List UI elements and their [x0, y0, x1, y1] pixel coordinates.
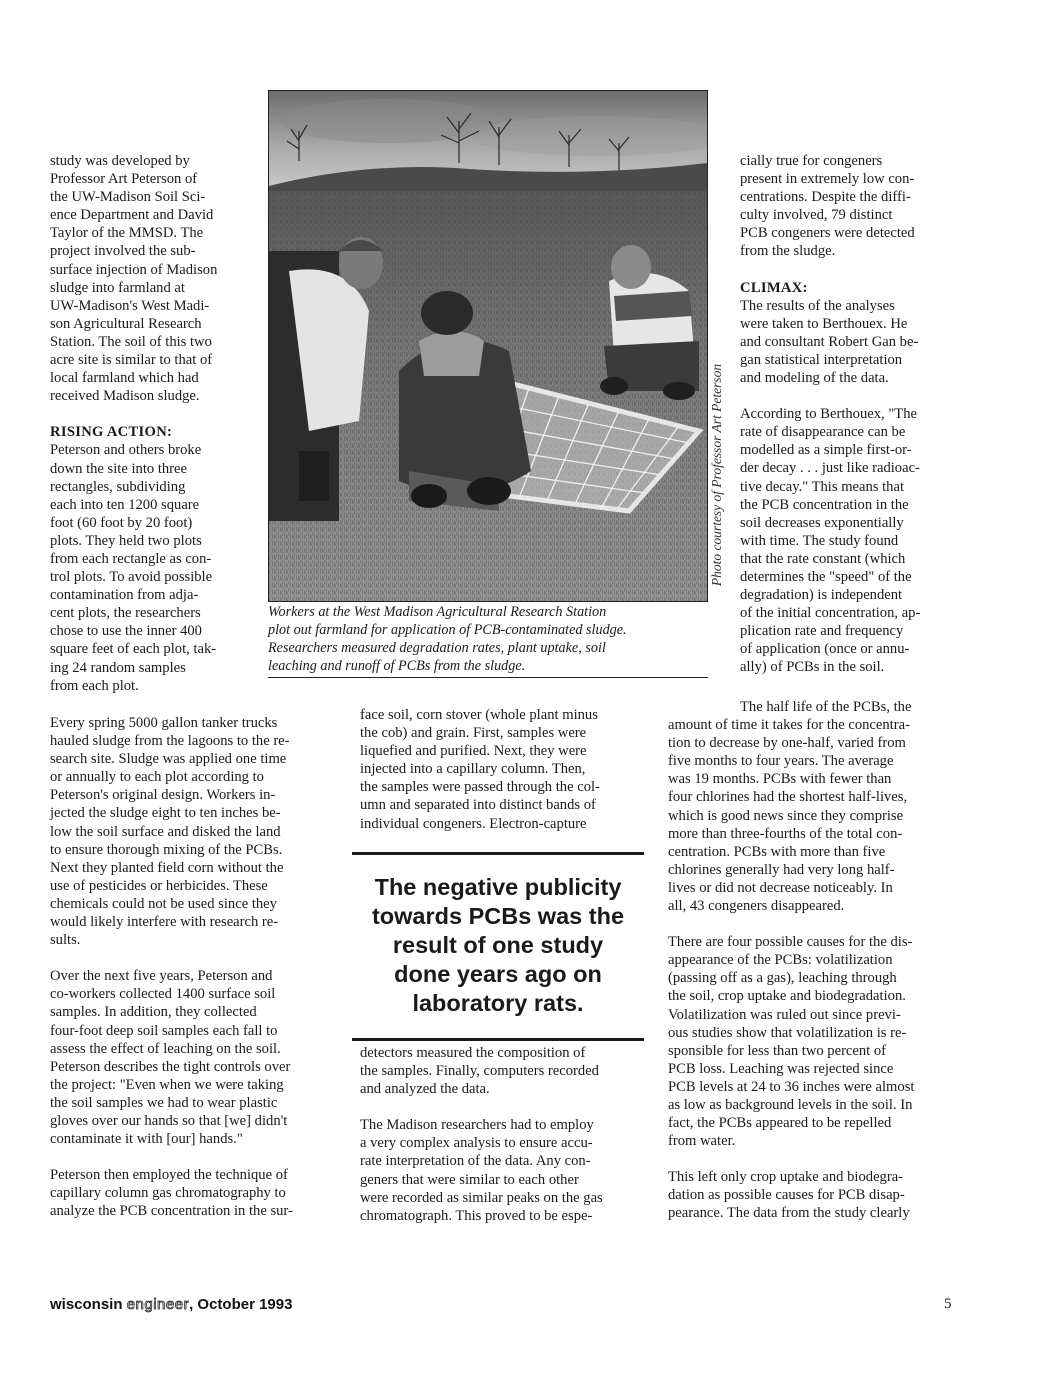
text-line: rectangles, subdividing — [50, 478, 186, 495]
text-line: the UW-Madison Soil Sci- — [50, 189, 206, 206]
complex-analysis-paragraph — [360, 1116, 650, 1225]
text-line: gloves over our hands so that [we] didn't — [50, 1112, 288, 1129]
column-3-lower — [668, 698, 968, 1223]
text-line: tive decay." This means that — [740, 478, 905, 495]
text-line: sults. — [50, 932, 81, 949]
field-workers-image — [269, 91, 707, 601]
text-line: gan statistical interpretation — [740, 351, 903, 368]
text-line: Peterson and others broke — [50, 442, 202, 459]
text-line: The Madison researchers had to employ — [360, 1117, 594, 1134]
text-line: individual congeners. Electron-capture — [360, 815, 587, 832]
text-line: study was developed by — [50, 153, 190, 169]
text-line: rate of disappearance can be — [740, 424, 906, 441]
column-3-upper — [740, 152, 965, 677]
intro-paragraph — [50, 152, 260, 405]
text-line: chromatograph. This proved to be espe- — [360, 1207, 593, 1224]
congeners-paragraph — [740, 152, 965, 261]
sample-processing-paragraph — [360, 706, 650, 833]
text-line: project involved the sub- — [50, 243, 196, 260]
text-line: Professor Art Peterson of — [50, 171, 198, 188]
text-line: with time. The study found — [740, 532, 899, 549]
text-line: Every spring 5000 gallon tanker trucks — [50, 715, 278, 731]
text-line: trol plots. To avoid possible — [50, 569, 213, 586]
text-line: chose to use the inner 400 — [50, 623, 202, 640]
text-line: more than three-fourths of the total con- — [668, 825, 903, 842]
text-line: contaminate it with [our] hands." — [50, 1131, 243, 1148]
text-line: five months to four years. The average — [668, 753, 894, 770]
text-line: search site. Sludge was applied one time — [50, 751, 287, 768]
text-line: rate interpretation of the data. Any con- — [360, 1153, 591, 1170]
photo-caption — [268, 603, 708, 678]
text-line: four chlorines had the shortest half-lives, — [668, 789, 908, 806]
text-line: The negative publicity — [374, 874, 622, 900]
text-line: ally) of PCBs in the soil. — [740, 659, 885, 676]
text-line: of application (once or annu- — [740, 641, 910, 658]
text-line: leaching and runoff of PCBs from the sludge. — [268, 658, 526, 674]
text-line: foot (60 foot by 20 foot) — [50, 514, 193, 531]
rising-action-paragraph — [50, 441, 260, 694]
text-line: was 19 months. PCBs with fewer than — [668, 771, 892, 788]
footer-issue-date: , October 1993 — [189, 1296, 293, 1313]
text-line: liquefied and purified. Next, they were — [360, 743, 587, 760]
text-line: Workers at the West Madison Agricultural Research Station — [268, 604, 607, 620]
text-line: received Madison sludge. — [50, 388, 200, 405]
text-line: plication rate and frequency — [740, 623, 904, 640]
text-line: surface injection of Madison — [50, 261, 218, 278]
text-line: This left only crop uptake and biodegra- — [668, 1169, 904, 1186]
soil-samples-paragraph — [50, 967, 340, 1148]
tanker-trucks-paragraph — [50, 714, 340, 949]
text-line: the cob) and grain. First, samples were — [360, 725, 587, 742]
text-line: PCB congeners were detected — [740, 225, 915, 242]
column-2-bottom — [360, 1044, 650, 1225]
text-line: centrations. Despite the diffi- — [740, 189, 911, 206]
text-line: degradation) is independent — [740, 587, 903, 604]
text-line: the PCB concentration in the — [740, 496, 909, 513]
text-line: each into ten 1200 square — [50, 496, 200, 513]
text-line: from each rectangle as con- — [50, 550, 212, 567]
text-line: all, 43 congeners disappeared. — [668, 898, 845, 915]
text-line: done years ago on — [394, 961, 602, 987]
text-line: four-foot deep soil samples each fall to — [50, 1022, 278, 1039]
chromatography-paragraph — [50, 1166, 340, 1220]
text-line: chemicals could not be used since they — [50, 895, 277, 912]
text-line: fact, the PCBs appeared to be repelled — [668, 1115, 892, 1132]
text-line: determines the "speed" of the — [740, 568, 912, 585]
text-line: plot out farmland for application of PCB-contaminated sludge. — [268, 622, 627, 638]
pull-quote — [352, 852, 644, 1041]
text-line: The half life of the PCBs, the — [740, 699, 912, 715]
text-line: face soil, corn stover (whole plant minus — [360, 707, 598, 723]
text-line: were taken to Berthouex. He — [740, 315, 908, 332]
text-line: The results of the analyses — [740, 297, 895, 314]
text-line: co-workers collected 1400 surface soil — [50, 986, 276, 1003]
text-line: (passing off as a gas), leaching through — [668, 970, 897, 987]
text-line: PCB loss. Leaching was rejected since — [668, 1060, 894, 1077]
text-line: would likely interfere with research re- — [50, 914, 279, 931]
footer-magazine-prefix: wisconsin — [50, 1296, 127, 1313]
text-line: geners that were similar to each other — [360, 1171, 579, 1188]
text-line: from each plot. — [50, 677, 139, 694]
text-line: as low as background levels in the soil. In — [668, 1096, 913, 1113]
text-line: square feet of each plot, tak- — [50, 641, 217, 658]
crop-uptake-paragraph — [668, 1168, 968, 1222]
text-line: a very complex analysis to ensure accu- — [360, 1135, 593, 1152]
text-line: acre site is similar to that of — [50, 352, 213, 369]
text-line: Taylor of the MMSD. The — [50, 225, 204, 242]
text-line: of the initial concentration, ap- — [740, 605, 921, 622]
text-line: appearance of the PCBs: volatilization — [668, 952, 893, 969]
text-line: Peterson's original design. Workers in- — [50, 787, 276, 804]
text-line: ous studies show that volatilization is re- — [668, 1024, 907, 1041]
text-line: tion to decrease by one-half, varied from — [668, 735, 906, 752]
text-line: present in extremely low con- — [740, 171, 915, 188]
text-line: Peterson describes the tight controls over — [50, 1058, 291, 1075]
text-line: contamination from adja- — [50, 587, 199, 604]
text-line: centration. PCBs with more than five — [668, 843, 886, 860]
text-line: analyze the PCB concentration in the sur- — [50, 1203, 293, 1220]
text-line: Volatilization was ruled out since previ- — [668, 1006, 901, 1023]
text-line: capillary column gas chromatography to — [50, 1185, 286, 1202]
text-line: the soil samples we had to wear plastic — [50, 1094, 278, 1111]
text-line: jected the sludge eight to ten inches be- — [50, 805, 281, 822]
text-line: from the sludge. — [740, 243, 836, 260]
text-line: use of pesticides or herbicides. These — [50, 877, 268, 894]
text-line: cially true for congeners — [740, 153, 883, 169]
text-line: soil decreases exponentially — [740, 514, 904, 531]
text-line: the project: "Even when we were taking — [50, 1076, 284, 1093]
text-line: or annually to each plot according to — [50, 769, 264, 786]
page-number: 5 — [944, 1296, 952, 1312]
text-line: Over the next five years, Peterson and — [50, 968, 273, 985]
text-line: assess the effect of leaching on the soil. — [50, 1040, 281, 1057]
text-line: Researchers measured degradation rates, plant uptake, soil — [268, 640, 606, 656]
text-line: laboratory rats. — [412, 990, 584, 1016]
text-line: injected into a capillary column. Then, — [360, 761, 586, 778]
text-line: dation as possible causes for PCB disap- — [668, 1187, 905, 1204]
text-line: umn and separated into distinct bands of — [360, 797, 596, 814]
text-line: amount of time it takes for the concentra- — [668, 717, 910, 734]
engineer-logo: engineer — [126, 1296, 190, 1313]
text-line: According to Berthouex, "The — [740, 406, 917, 423]
text-line: chlorines generally had very long half- — [668, 861, 895, 878]
text-line: which is good news since they comprise — [668, 807, 904, 824]
text-line: and consultant Robert Gan be- — [740, 333, 919, 350]
column-1-upper — [50, 152, 260, 695]
text-line: Next they planted field corn without the — [50, 859, 284, 876]
text-line: cent plots, the researchers — [50, 605, 201, 622]
text-line: der decay . . . just like radioac- — [740, 460, 920, 477]
text-line: UW-Madison's West Madi- — [50, 297, 210, 314]
climax-heading: CLIMAX: — [740, 279, 808, 296]
text-line: Peterson then employed the technique of — [50, 1167, 288, 1184]
text-line: hauled sludge from the lagoons to the re- — [50, 733, 290, 750]
text-line: culty involved, 79 distinct — [740, 207, 893, 224]
text-line: and analyzed the data. — [360, 1081, 490, 1098]
text-line: the samples were passed through the col- — [360, 779, 600, 796]
column-2-top — [360, 706, 650, 833]
text-line: that the rate constant (which — [740, 550, 906, 567]
text-line: to ensure thorough mixing of the PCBs. — [50, 841, 283, 858]
causes-paragraph — [668, 933, 968, 1150]
text-line: pearance. The data from the study clearly — [668, 1205, 910, 1222]
text-line: plots. They held two plots — [50, 532, 202, 549]
text-line: from water. — [668, 1133, 736, 1150]
decay-paragraph — [740, 405, 965, 676]
magazine-footer — [50, 1296, 292, 1313]
half-life-paragraph — [668, 698, 968, 915]
text-line: lives or did not decrease noticeably. In — [668, 879, 893, 896]
column-1-lower — [50, 714, 340, 1220]
text-line: were recorded as similar peaks on the gas — [360, 1189, 603, 1206]
rising-action-heading: RISING ACTION: — [50, 424, 173, 441]
text-line: the soil, crop uptake and biodegradation. — [668, 988, 906, 1005]
text-line: ing 24 random samples — [50, 659, 186, 676]
text-line: result of one study — [392, 932, 604, 958]
text-line: samples. In addition, they collected — [50, 1004, 257, 1021]
text-line: the samples. Finally, computers recorded — [360, 1063, 599, 1080]
photo-credit-text: Photo courtesy of Professor Art Peterson — [709, 363, 724, 587]
photo-credit — [702, 340, 732, 610]
text-line: down the site into three — [50, 460, 187, 477]
text-line: modelled as a simple first-or- — [740, 442, 912, 459]
text-line: low the soil surface and disked the land — [50, 823, 281, 840]
text-line: sponsible for less than two percent of — [668, 1042, 887, 1059]
text-line: Station. The soil of this two — [50, 333, 212, 350]
text-line: towards PCBs was the — [371, 903, 625, 929]
text-line: sludge into farmland at — [50, 279, 185, 296]
text-line: local farmland which had — [50, 370, 199, 387]
text-line: PCB levels at 24 to 36 inches were almost — [668, 1078, 915, 1095]
text-line: ence Department and David — [50, 207, 214, 224]
text-line: and modeling of the data. — [740, 370, 889, 387]
climax-paragraph — [740, 297, 965, 387]
detectors-paragraph — [360, 1044, 650, 1098]
text-line: There are four possible causes for the dis- — [668, 934, 913, 951]
text-line: son Agricultural Research — [50, 315, 202, 332]
field-photo — [268, 90, 708, 602]
text-line: detectors measured the composition of — [360, 1045, 586, 1061]
